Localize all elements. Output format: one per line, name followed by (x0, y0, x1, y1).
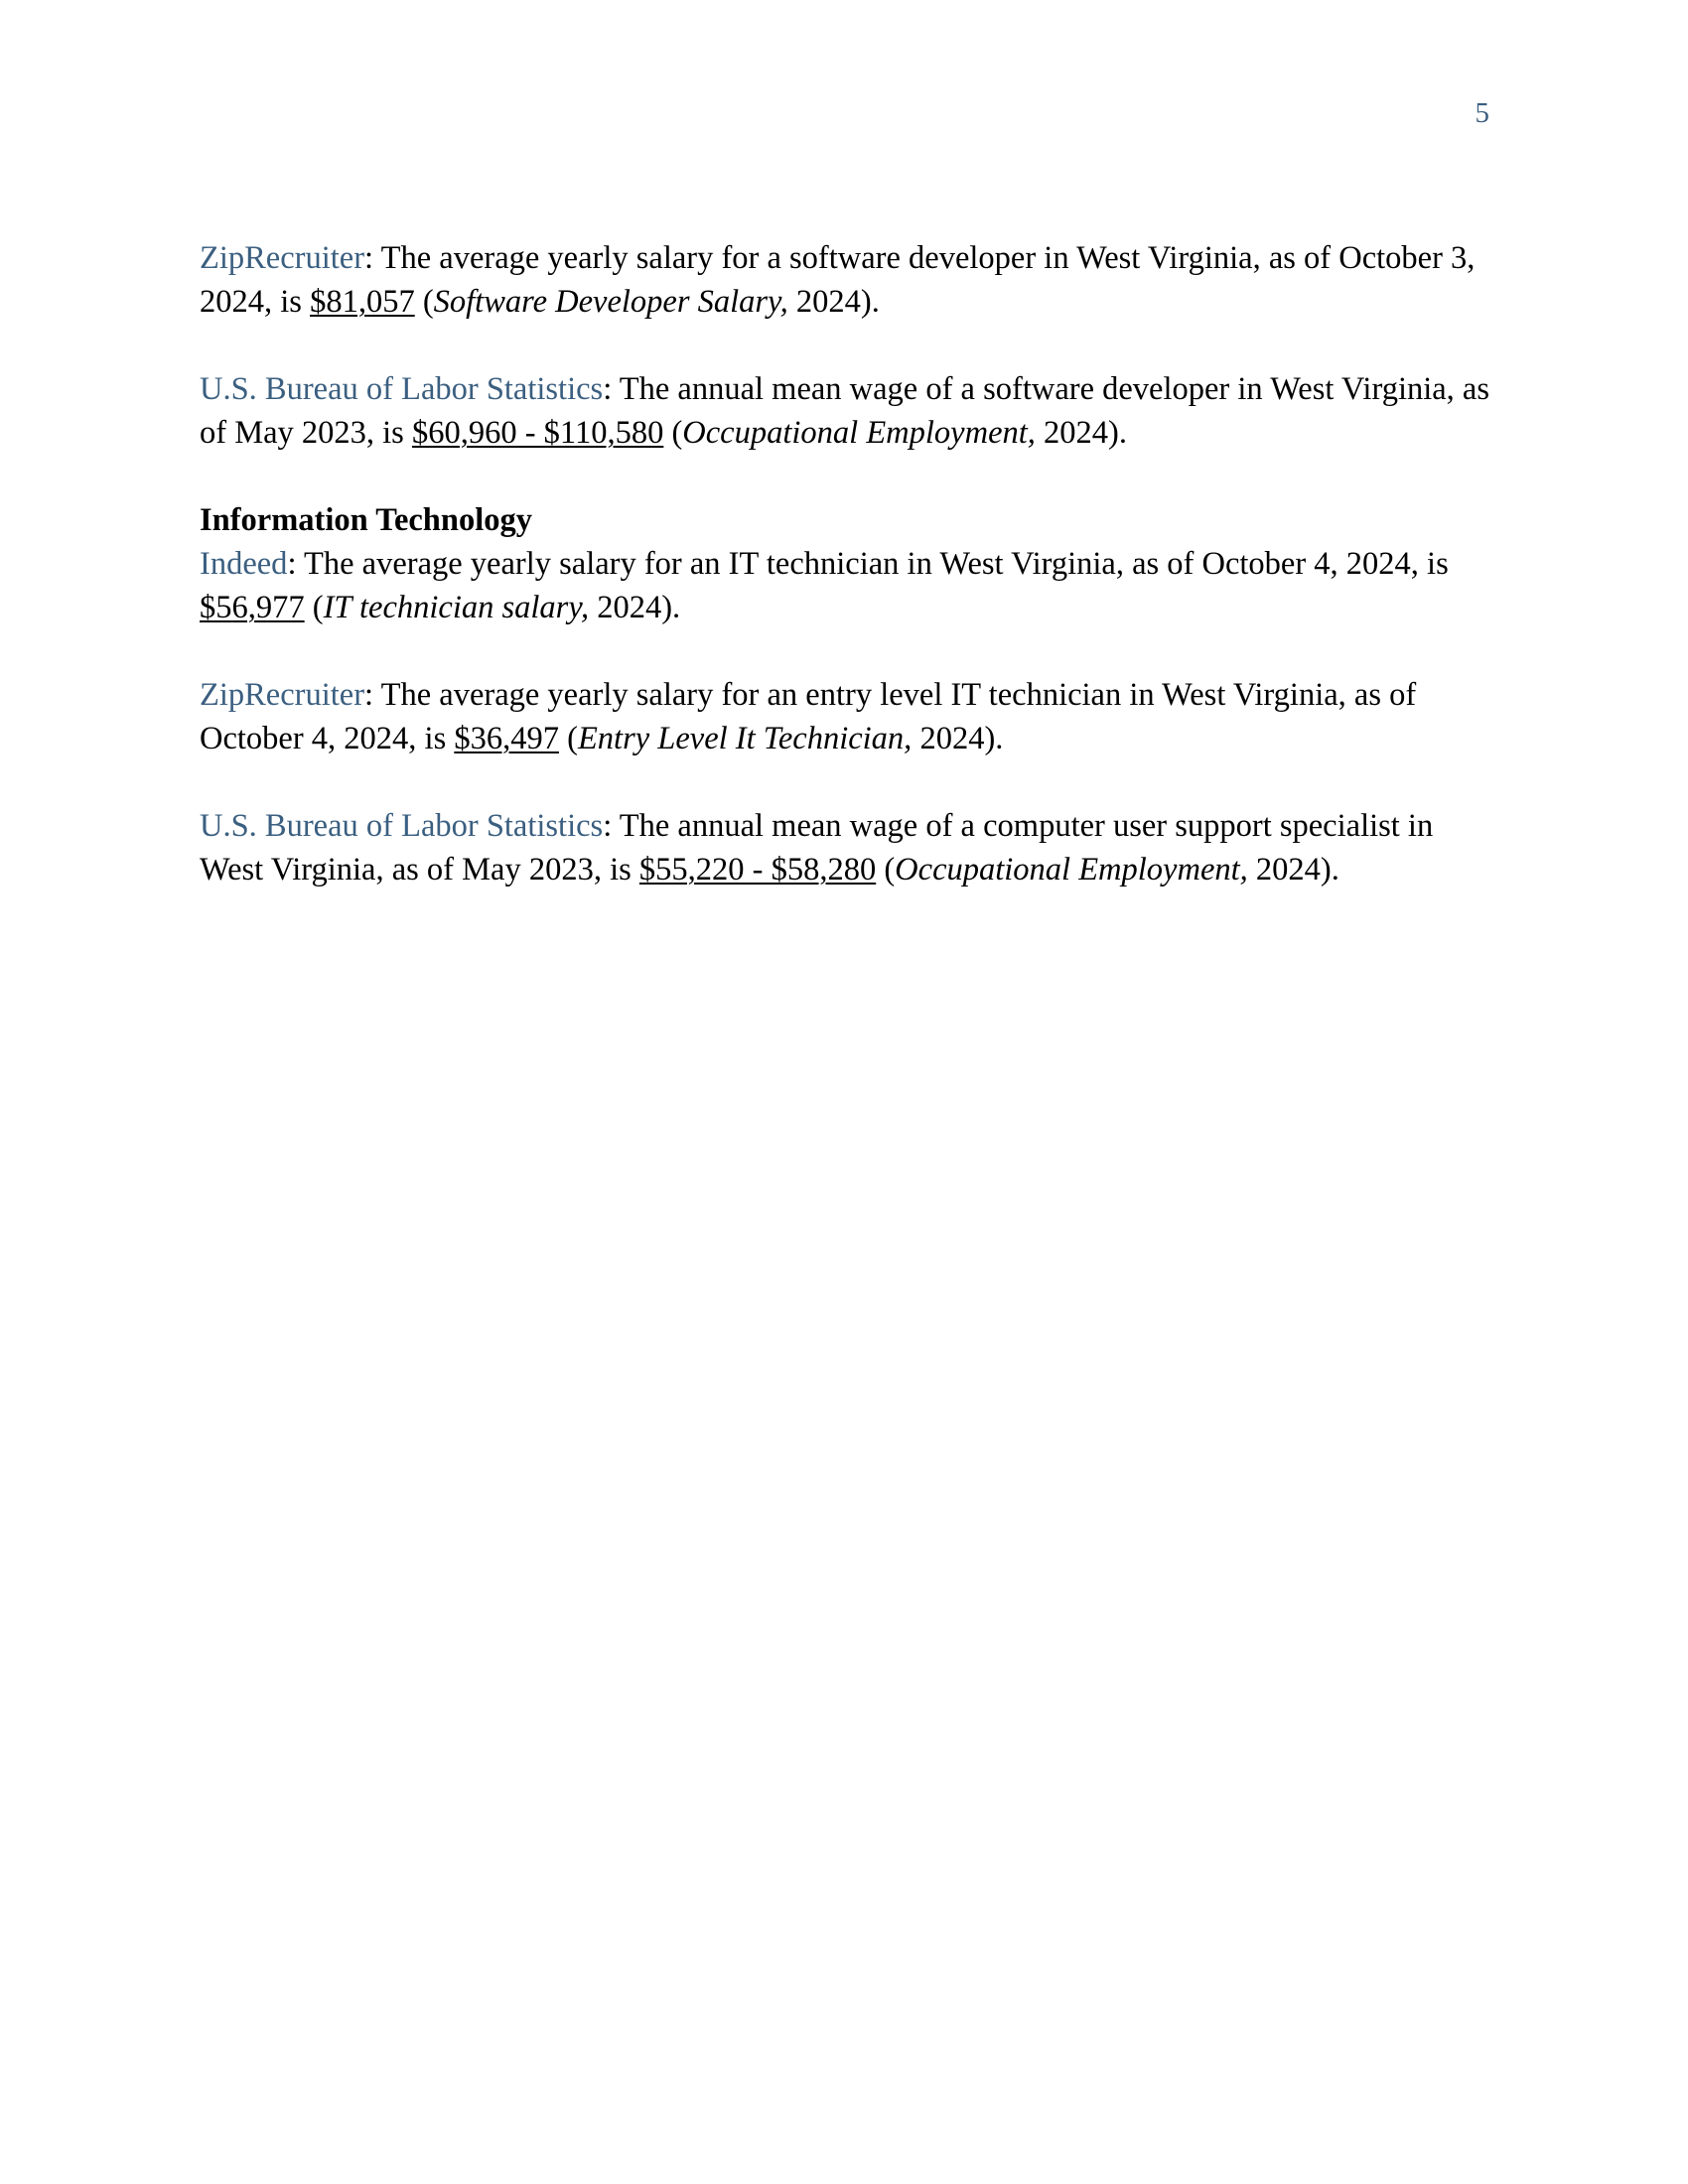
section-heading: Information Technology (200, 502, 532, 538)
citation-close: 2024). (787, 284, 880, 320)
salary-amount: $60,960 - $110,580 (411, 415, 664, 451)
citation-title: Software Developer Salary, (433, 284, 788, 320)
source-name: Indeed (200, 546, 288, 582)
salary-amount: $36,497 (454, 721, 559, 756)
page-number: 5 (1475, 97, 1489, 129)
source-name: ZipRecruiter (200, 240, 365, 276)
source-name: U.S. Bureau of Labor Statistics (200, 371, 604, 407)
citation-title: IT technician salary, (323, 590, 590, 625)
paragraph-gap (200, 455, 1500, 498)
salary-entry-software-bls (200, 367, 1500, 455)
citation-close: 2024). (1247, 852, 1339, 887)
citation-open: ( (663, 415, 683, 451)
salary-amount: $56,977 (200, 590, 305, 625)
citation-open: ( (304, 590, 324, 625)
citation-close: 2024). (912, 721, 1004, 756)
citation-open: ( (558, 721, 578, 756)
salary-entry-it-bls (200, 804, 1500, 891)
salary-amount: $81,057 (310, 284, 415, 320)
paragraph-gap (200, 324, 1500, 367)
entry-text: : The average yearly salary for a software developer in West Virginia, as of October 3, 2024, is (200, 240, 1476, 320)
salary-entry-it-indeed (200, 542, 1500, 629)
citation-close: 2024). (589, 590, 681, 625)
document-body (200, 236, 1500, 891)
paragraph-gap (200, 760, 1500, 804)
salary-entry-it-ziprecruiter (200, 673, 1500, 760)
entry-text: : The annual mean wage of a computer user support specialist in West Virginia, as of May 2023, is (200, 808, 1434, 887)
entry-text: : The average yearly salary for an entry level IT technician in West Virginia, as of October 4, 2024, is (200, 677, 1417, 756)
salary-entry-software-ziprecruiter (200, 236, 1500, 324)
entry-text: : The average yearly salary for an IT technician in West Virginia, as of October 4, 2024, is (287, 546, 1449, 582)
citation-close: 2024). (1035, 415, 1127, 451)
citation-title: Occupational Employment, (682, 415, 1036, 451)
salary-amount: $55,220 - $58,280 (638, 852, 877, 887)
citation-title: Occupational Employment, (895, 852, 1248, 887)
source-name: U.S. Bureau of Labor Statistics (200, 808, 604, 844)
citation-open: ( (876, 852, 896, 887)
paragraph-gap (200, 629, 1500, 673)
source-name: ZipRecruiter (200, 677, 365, 713)
entry-text: : The annual mean wage of a software developer in West Virginia, as of May 2023, is (200, 371, 1490, 451)
citation-open: ( (414, 284, 434, 320)
citation-title: Entry Level It Technician, (577, 721, 913, 756)
